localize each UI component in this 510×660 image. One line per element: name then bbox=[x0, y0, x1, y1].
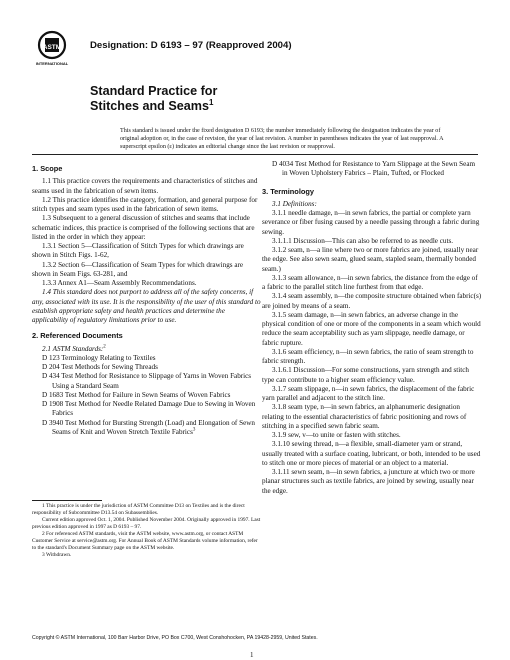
astm-standards-label: 2.1 ASTM Standards: bbox=[42, 344, 104, 353]
para-1-3-1: 1.3.1 Section 5—Classification of Stitch Types for which drawings are shown in Stitch Figs. 1-62, bbox=[32, 242, 244, 260]
footnote-mark-3: 3 bbox=[192, 427, 196, 433]
ref-item: D 123 Terminology Relating to Textiles bbox=[42, 353, 156, 362]
footnote-divider bbox=[32, 500, 102, 501]
logo-caption: INTERNATIONAL bbox=[35, 61, 69, 66]
footnote-2: 2 For referenced ASTM standards, visit the ASTM website, www.astm.org, or contact ASTM Customer Service at service@astm.org. For Annual Book of ASTM Standards volume information, refer to the standard's Document Summary page on the ASTM website. bbox=[32, 531, 258, 551]
footnotes bbox=[32, 503, 262, 559]
def-3-1-3: 3.1.3 seam allowance, n—in sewn fabrics, the distance from the edge of a fabric to the parallel stitch line furthest from that edge. bbox=[262, 273, 478, 291]
scope-heading: 1. Scope bbox=[32, 164, 63, 173]
para-1-2: 1.2 This practice identifies the category, formation, and general purpose for stitch types and seam types used in the fabrication of sewn items. bbox=[32, 195, 258, 213]
def-3-1-8: 3.1.8 seam type, n—in sewn fabrics, an alphanumeric designation relating to the essential characteristics of fabric positioning and rows of stitching in a specified sewn fabric seam. bbox=[262, 403, 467, 430]
page-number: 1 bbox=[250, 651, 254, 659]
ref-item-text: D 3940 Test Method for Bursting Strength (Load) and Elongation of Sewn Seams of Knit and Woven Stretch Textile Fabrics bbox=[42, 418, 255, 436]
left-column bbox=[32, 160, 262, 437]
para-1-1: 1.1 This practice covers the requirements and characteristics of stitches and seams used in the fabrication of sewn items. bbox=[32, 177, 258, 195]
para-1-3: 1.3 Subsequent to a general discussion of stitches and seams that include schematic indices, this practice is comprised of the following sections that are listed in the order in which they appear: bbox=[32, 214, 255, 241]
def-3-1-6-1: 3.1.6.1 Discussion—For some constructions, yarn strength and stitch type can contribute to a higher seam efficiency value. bbox=[262, 366, 469, 384]
def-3-1-6: 3.1.6 seam efficiency, n—in sewn fabrics, the ratio of seam strength to fabric strength. bbox=[262, 347, 474, 365]
def-3-1-7: 3.1.7 seam slippage, n—in sewn fabrics, the displacement of the fabric yarn parallel and adjacent to the stitch line. bbox=[262, 384, 475, 402]
footnote-1-cont: Current edition approved Oct. 1, 2004. Published November 2004. Originally approved in 1997. Last previous edition approved in 1997 as D 6193 – 97. bbox=[32, 517, 261, 530]
title-line-2 bbox=[90, 99, 217, 114]
para-1-4-safety: 1.4 This standard does not purport to address all of the safety concerns, if any, associated with its use. It is the responsibility of the user of this standard to establish appropriate safety and health practices and determine the applicability of regulatory limitations prior to use. bbox=[32, 288, 261, 324]
ref-item: D 1683 Test Method for Failure in Sewn Seams of Woven Fabrics bbox=[42, 390, 231, 399]
footnote-1: 1 This practice is under the jurisdiction of ASTM Committee D13 on Textiles and is the direct responsibility of Subcommittee D13.54 on Subassemblies. bbox=[32, 503, 245, 516]
title-main: Stitches and Seams bbox=[90, 99, 209, 113]
ref-item: D 204 Test Methods for Sewing Threads bbox=[42, 363, 158, 371]
para-1-3-2: 1.3.2 Section 6—Classification of Seam Types for which drawings are shown in Seam Figs. 63-281, and bbox=[32, 260, 244, 278]
astm-logo bbox=[32, 28, 72, 68]
para-2-1 bbox=[32, 345, 262, 354]
ref-item: D 1908 Test Method for Needle Related Damage Due to Sewing in Woven Fabrics bbox=[42, 400, 256, 418]
page-title bbox=[90, 84, 217, 114]
issuance-notice: This standard is issued under the fixed designation D 6193; the number immediately following the designation indicates the year of original adoption or, in the case of revision, the year of last revision. A number in parentheses indicates the year of last reapproval. A superscript epsilon (ε) indicates an editorial change since the last revision or reapproval. bbox=[120, 128, 444, 150]
ref-item bbox=[32, 419, 262, 438]
svg-text:ASTM: ASTM bbox=[42, 44, 62, 51]
def-3-1-4: 3.1.4 seam assembly, n—the composite structure obtained when fabric(s) are joined by means of a seam. bbox=[262, 292, 482, 310]
title-footnote-mark: 1 bbox=[209, 97, 214, 107]
title-line-1: Standard Practice for bbox=[90, 84, 218, 98]
ref-item-cont: D 4034 Test Method for Resistance to Yarn Slippage at the Sewn Seam in Woven Upholstery Fabrics – Plain, Tufted, or Flocked bbox=[272, 160, 476, 178]
def-3-1-2: 3.1.2 seam, n—a line where two or more fabrics are joined, usually near the edge. See also sewn seam, glued seam, stapled seam, thermally bonded seam.) bbox=[262, 246, 479, 273]
def-3-1-10: 3.1.10 sewing thread, n—a flexible, small-diameter yarn or strand, usually treated with a surface coating, lubricant, or both, intended to be used to stitch one or more pieces of material or an object to a material. bbox=[262, 440, 481, 467]
def-3-1-5: 3.1.5 seam damage, n—in sewn fabrics, an adverse change in the physical condition of one or more of the components in a seam which would reduce the seam acceptability such as yarn slippage, needle damage, or fabric rupture. bbox=[262, 310, 481, 347]
def-3-1-9: 3.1.9 sew, v—to unite or fasten with stitches. bbox=[272, 431, 401, 439]
header-divider bbox=[32, 154, 478, 155]
def-3-1-11: 3.1.11 sewn seam, n—in sewn fabrics, a juncture at which two or more planar structures such as textile fabrics, are joined by sewing, usually near the edge. bbox=[262, 468, 475, 495]
ref-item: D 434 Test Method for Resistance to Slippage of Yarns in Woven Fabrics Using a Standard Seam bbox=[42, 372, 252, 390]
def-3-1-1-1: 3.1.1.1 Discussion—This can also be referred to as needle cuts. bbox=[272, 236, 454, 245]
right-column bbox=[262, 160, 482, 496]
para-1-3-3: 1.3.3 Annex A1—Seam Assembly Recommendations. bbox=[42, 279, 197, 287]
footnote-mark-2: 2 bbox=[103, 344, 106, 350]
terminology-heading: 3. Terminology bbox=[262, 186, 315, 196]
footnote-3: 3 Withdrawn. bbox=[42, 552, 72, 558]
refs-heading: 2. Referenced Documents bbox=[32, 331, 123, 341]
copyright-footer: Copyright © ASTM International, 100 Barr Harbor Drive, PO Box C700, West Conshohocken, PA 19428-2959, United States. bbox=[32, 635, 318, 641]
def-3-1-1: 3.1.1 needle damage, n—in sewn fabrics, the partial or complete yarn severance or fiber fusing caused by a needle passing through a fabric during sewing. bbox=[262, 209, 480, 236]
designation: Designation: D 6193 – 97 (Reapproved 2004) bbox=[90, 40, 292, 51]
para-3-1: 3.1 Definitions: bbox=[272, 199, 317, 208]
